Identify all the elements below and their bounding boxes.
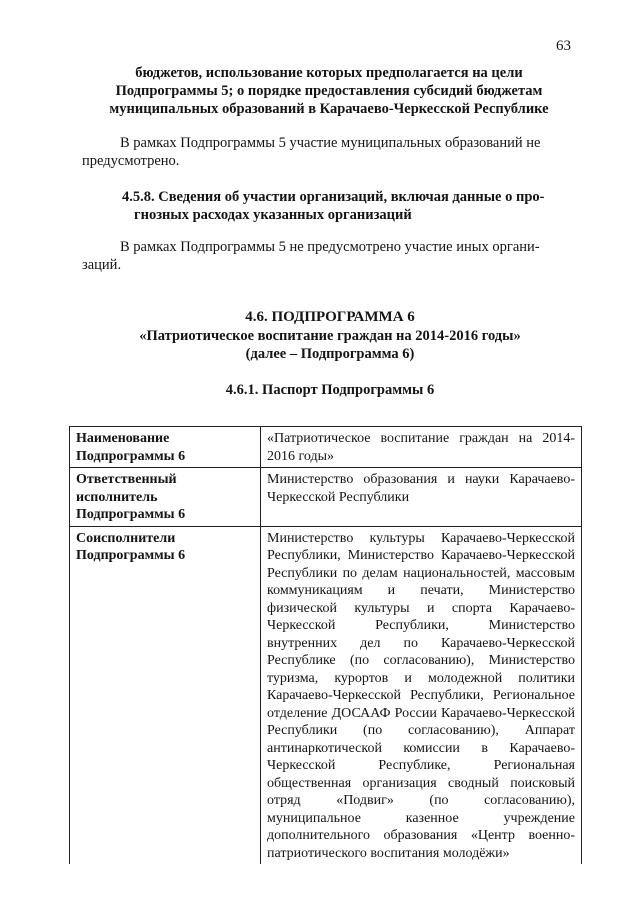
section-heading-line: 4.5.8. Сведения об участии организаций, включая данные о про- [122,189,545,205]
paragraph-1-line: предусмотрено. [82,153,180,169]
passport-table [69,426,582,864]
table-cell-value: Министерство образования и науки Карачаево-Черкесской Республики [261,468,582,527]
top-heading-line: муниципальных образований в Карачаево-Черкесской Республике [109,101,549,117]
table-row [70,468,582,527]
subprogram-6-note: (далее – Подпрограмма 6) [245,346,415,362]
table-cell-label: Соисполнители Подпрограммы 6 [70,526,261,864]
passport-section-title: 4.6.1. Паспорт Подпрограммы 6 [225,382,435,398]
paragraph-1 [82,134,582,170]
top-heading-line: Подпрограммы 5; о порядке предоставления субсидий бюджетам [115,83,543,99]
subprogram-6-subtitle: «Патриотическое воспитание граждан на 2014-2016 годы» [139,328,521,344]
section-4-5-8-heading [84,188,584,224]
table-cell-value: Министерство культуры Карачаево-Черкесской Республики, Министерство Карачаево-Черкесской Республики по делам национальностей, массовым коммуникациям и печати, Министерство физической культуры и спорта Карачаево-Черкесской Республики, Министерство внутренних дел по Карачаево-Черкесской Республике (по согласованию), Министерство туризма, курортов и молодежной политики Карачаево-Черкесской Республики, Региональное отделение ДОСААФ России Карачаево-Черкесской Республики (по согласованию), Аппарат антинаркотической комиссии в Карачаево-Черкесской Республике, Региональная общественная организация сводный поисковый отряд «Подвиг» (по согласованию), муниципальное казенное учреждение дополнительного образования «Центр военно-патриотического воспитания молодёжи» [261,526,582,864]
table-cell-label: Ответственный исполнитель Подпрограммы 6 [70,468,261,527]
paragraph-2 [82,238,582,274]
section-heading-line: гнозных расходах указанных организаций [134,207,412,223]
top-heading [70,64,588,118]
table-cell-value: «Патриотическое воспитание граждан на 2014-2016 годы» [261,427,582,468]
paragraph-2-line: В рамках Подпрограммы 5 не предусмотрено участие иных органи- [120,239,540,255]
paragraph-1-line: В рамках Подпрограммы 5 участие муниципальных образований не [120,135,541,151]
top-heading-line: бюджетов, использование которых предполагается на цели [135,65,523,81]
subprogram-6-title: 4.6. ПОДПРОГРАММА 6 [245,309,415,325]
table-row [70,526,582,864]
page-number: 63 [556,38,571,54]
paragraph-2-line: заций. [82,257,122,273]
table-cell-label: Наименование Подпрограммы 6 [70,427,261,468]
table-row [70,427,582,468]
